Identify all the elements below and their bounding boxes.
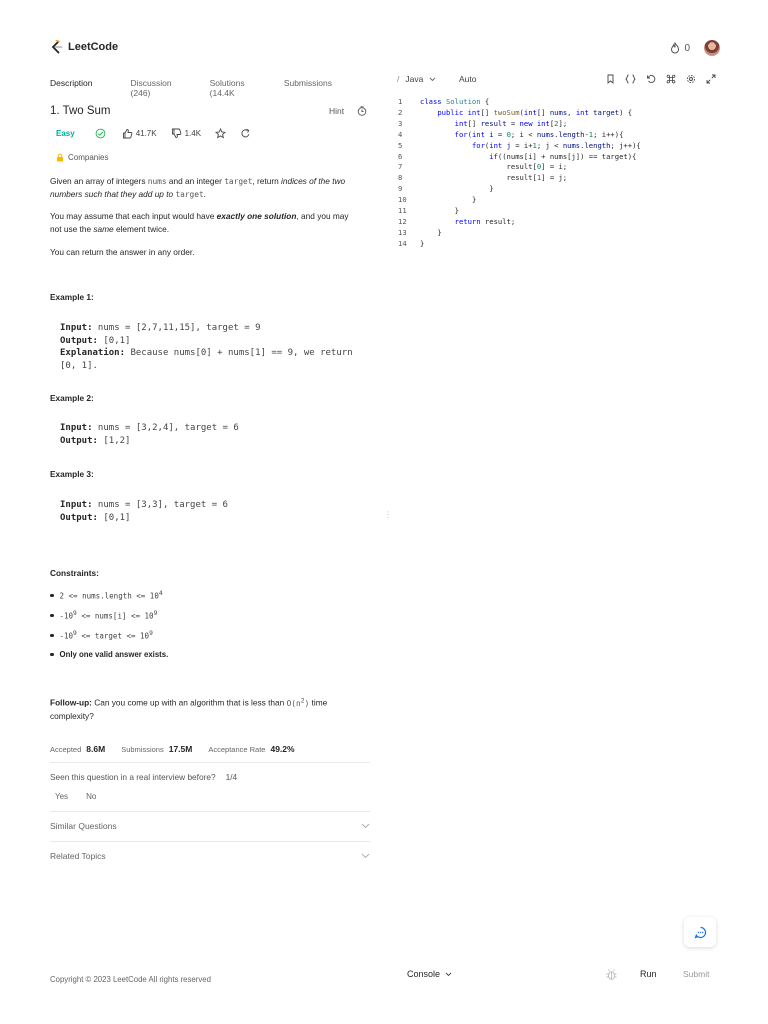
- code-bracket-icon: /: [397, 74, 400, 84]
- interview-fraction: 1/4: [225, 772, 238, 782]
- example-3-block: Input: nums = [3,3], target = 6 Output: [0,1]: [60, 500, 228, 523]
- constraint-item: 2 <= nums.length <= $10^4$: [50, 590, 163, 601]
- solved-check-icon: [95, 128, 106, 139]
- language-label: Java: [405, 74, 424, 84]
- bookmark-icon[interactable]: [606, 74, 615, 84]
- top-bar: [50, 40, 720, 60]
- bullet: [50, 614, 54, 618]
- editor-toolbar: [397, 74, 716, 86]
- description-paragraph-1: Given an array of integers nums and an integer target, return indices of the two numbers such that they add up to target.: [50, 176, 346, 199]
- feedback-button[interactable]: [684, 917, 716, 947]
- logo[interactable]: [50, 40, 118, 54]
- tab-discussion[interactable]: Discussion (246): [130, 78, 172, 98]
- star-icon[interactable]: [215, 128, 226, 139]
- accordion-related-topics[interactable]: Related Topics: [50, 851, 370, 861]
- console-toggle[interactable]: Console: [407, 969, 452, 979]
- follow-up: Follow-up: Can you come up with an algorithm that is less than $O(n^2)$ time complexity?: [50, 696, 328, 721]
- code-line: 5 for(int j = i+1; j < nums.length; j++){: [398, 140, 641, 150]
- description-paragraph-2: You may assume that each input would have exactly one solution, and you may not use the same element twice.: [50, 211, 349, 234]
- tab-description[interactable]: Description: [50, 78, 93, 88]
- example-2-title: Example 2:: [50, 393, 94, 403]
- chat-icon: [694, 926, 707, 939]
- streak-counter[interactable]: [670, 42, 690, 54]
- expand-icon[interactable]: [706, 74, 716, 84]
- code-line: 6 if((nums[i] + nums[j]) == target){: [398, 151, 637, 161]
- chevron-down-icon: [361, 823, 370, 829]
- problem-tabs: [50, 78, 370, 98]
- submissions-label: Submissions: [121, 745, 164, 754]
- dislike-button[interactable]: [171, 128, 201, 139]
- code-line: 2 public int[] twoSum(int[] nums, int target) {: [398, 107, 633, 117]
- constraints-title: Constraints:: [50, 568, 99, 578]
- command-icon[interactable]: [666, 74, 676, 84]
- share-icon[interactable]: [240, 128, 251, 139]
- accordion-similar-questions[interactable]: Similar Questions: [50, 821, 370, 831]
- run-button[interactable]: Run: [640, 969, 657, 979]
- example-2-block: Input: nums = [3,2,4], target = 6 Output: [1,2]: [60, 423, 239, 446]
- yes-button[interactable]: Yes: [55, 792, 69, 801]
- companies-label: Companies: [68, 153, 109, 162]
- problem-meta: [56, 128, 251, 139]
- thumbs-up-icon: [122, 128, 133, 139]
- logo-text: LeetCode: [68, 41, 119, 53]
- auto-mode-toggle[interactable]: Auto: [459, 74, 477, 84]
- like-button[interactable]: [122, 128, 157, 139]
- description-paragraph-3: You can return the answer in any order.: [50, 247, 195, 257]
- language-select[interactable]: [397, 74, 436, 84]
- chevron-down-icon: [429, 77, 436, 82]
- thumbs-down-icon: [171, 128, 182, 139]
- example-1-block: Input: nums = [2,7,11,15], target = 9 Output: [0,1] Explanation: Because nums[0] + nums[1] == 9, we return [0, 1].: [60, 323, 353, 371]
- code-line: 8 result[1] = j;: [398, 173, 568, 183]
- code-line: 13 }: [398, 227, 442, 237]
- interview-answers: [55, 792, 96, 801]
- divider: [50, 841, 370, 842]
- acceptance-rate-value: 49.2%: [270, 744, 295, 754]
- no-button[interactable]: No: [86, 792, 97, 801]
- code-line: 12 return result;: [398, 216, 516, 226]
- streak-count: 0: [684, 42, 690, 54]
- debug-icon[interactable]: [605, 968, 618, 981]
- hint-button[interactable]: Hint: [329, 106, 345, 116]
- companies-tag[interactable]: [56, 153, 108, 162]
- fire-icon: [670, 42, 680, 54]
- code-line: 4 for(int i = 0; i < nums.length-1; i++){: [398, 129, 624, 139]
- constraint-item: $-10^9$ <= nums[i] <= $10^9$: [50, 610, 157, 621]
- acceptance-rate-label: Acceptance Rate: [208, 745, 266, 754]
- code-line: 3 int[] result = new int[2];: [398, 118, 568, 128]
- reset-icon[interactable]: [646, 74, 656, 84]
- like-count: 41.7K: [135, 129, 157, 138]
- divider: [50, 762, 370, 763]
- submit-button[interactable]: Submit: [683, 969, 710, 979]
- dislike-count: 1.4K: [184, 129, 202, 138]
- example-1-title: Example 1:: [50, 292, 94, 302]
- code-line: 14 }: [398, 238, 425, 248]
- tab-solutions[interactable]: Solutions (14.4K: [209, 78, 245, 98]
- lock-icon: [56, 153, 64, 162]
- interview-question: Seen this question in a real interview before? 1/4: [50, 772, 238, 782]
- code-line: 9 }: [398, 184, 494, 194]
- code-line: 11 }: [398, 206, 459, 216]
- panel-resize-handle[interactable]: ⋮: [384, 510, 392, 519]
- accepted-value: 8.6M: [86, 744, 106, 754]
- divider: [50, 811, 370, 812]
- bullet: [50, 594, 54, 598]
- braces-icon[interactable]: [625, 74, 636, 84]
- code-line: 1 class Solution {: [398, 97, 490, 106]
- difficulty-badge: Easy: [56, 129, 75, 138]
- gear-icon[interactable]: [686, 74, 696, 84]
- submissions-value: 17.5M: [168, 744, 193, 754]
- code-line: 7 result[0] = i;: [398, 162, 568, 172]
- constraint-item: Only one valid answer exists.: [50, 650, 168, 659]
- accepted-label: Accepted: [50, 745, 82, 754]
- tab-submissions[interactable]: Submissions: [283, 78, 332, 88]
- problem-title: 1. Two Sum: [50, 105, 111, 117]
- avatar[interactable]: [704, 40, 720, 56]
- bullet: [50, 653, 54, 657]
- leetcode-logo-icon: [50, 40, 64, 54]
- example-3-title: Example 3:: [50, 469, 94, 479]
- bullet: [50, 634, 54, 638]
- timer-icon[interactable]: [357, 106, 367, 116]
- chevron-down-icon: [445, 972, 452, 977]
- constraint-item: $-10^9$ <= target <= $10^9$: [50, 630, 153, 641]
- copyright: Copyright © 2023 LeetCode All rights reserved: [50, 975, 211, 984]
- code-editor[interactable]: [398, 97, 641, 250]
- code-line: 10 }: [398, 195, 477, 205]
- problem-stats: [50, 744, 311, 754]
- chevron-down-icon: [361, 853, 370, 859]
